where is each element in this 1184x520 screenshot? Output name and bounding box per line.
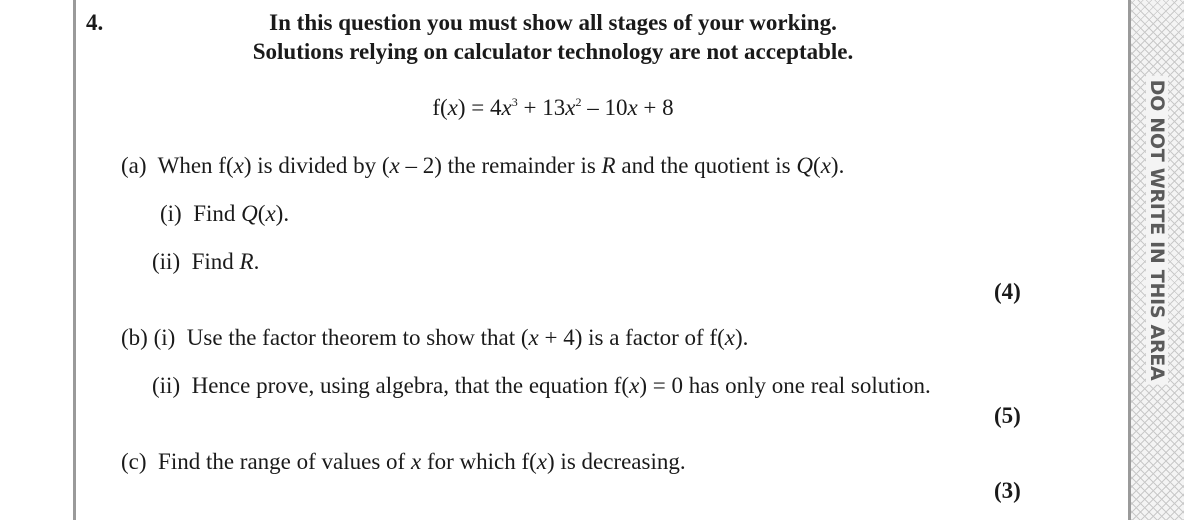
question-number: 4. [86, 10, 104, 35]
part-c-question: (c) Find the range of values of x for which f(x) is decreasing. [121, 449, 686, 474]
part-a-marks: (4) [994, 279, 1021, 304]
part-a-ii: (ii) Find R. [152, 249, 260, 274]
part-c-marks: (3) [994, 478, 1021, 503]
part-b-i: (b) (i) Use the factor theorem to show that (x + 4) is a factor of f(x). [121, 325, 749, 350]
left-margin-rule [73, 0, 76, 520]
part-a-i: (i) Find Q(x). [160, 201, 290, 226]
part-b-marks: (5) [994, 403, 1021, 428]
do-not-write-label: DO NOT WRITE IN THIS AREA [1146, 76, 1168, 385]
part-b-ii: (ii) Hence prove, using algebra, that the equation f(x) = 0 has only one real solution. [152, 373, 931, 398]
function-equation: $f(x) = 4x^3 + 13x^2 - 10x + 8$ [432, 95, 674, 120]
part-a-question: (a) When f(x) is divided by (x – 2) the remainder is R and the quotient is Q(x). [121, 153, 845, 178]
instruction-line-2: Solutions relying on calculator technology are not acceptable. [252, 39, 854, 64]
instruction-line-1: In this question you must show all stages of your working. [269, 10, 837, 35]
